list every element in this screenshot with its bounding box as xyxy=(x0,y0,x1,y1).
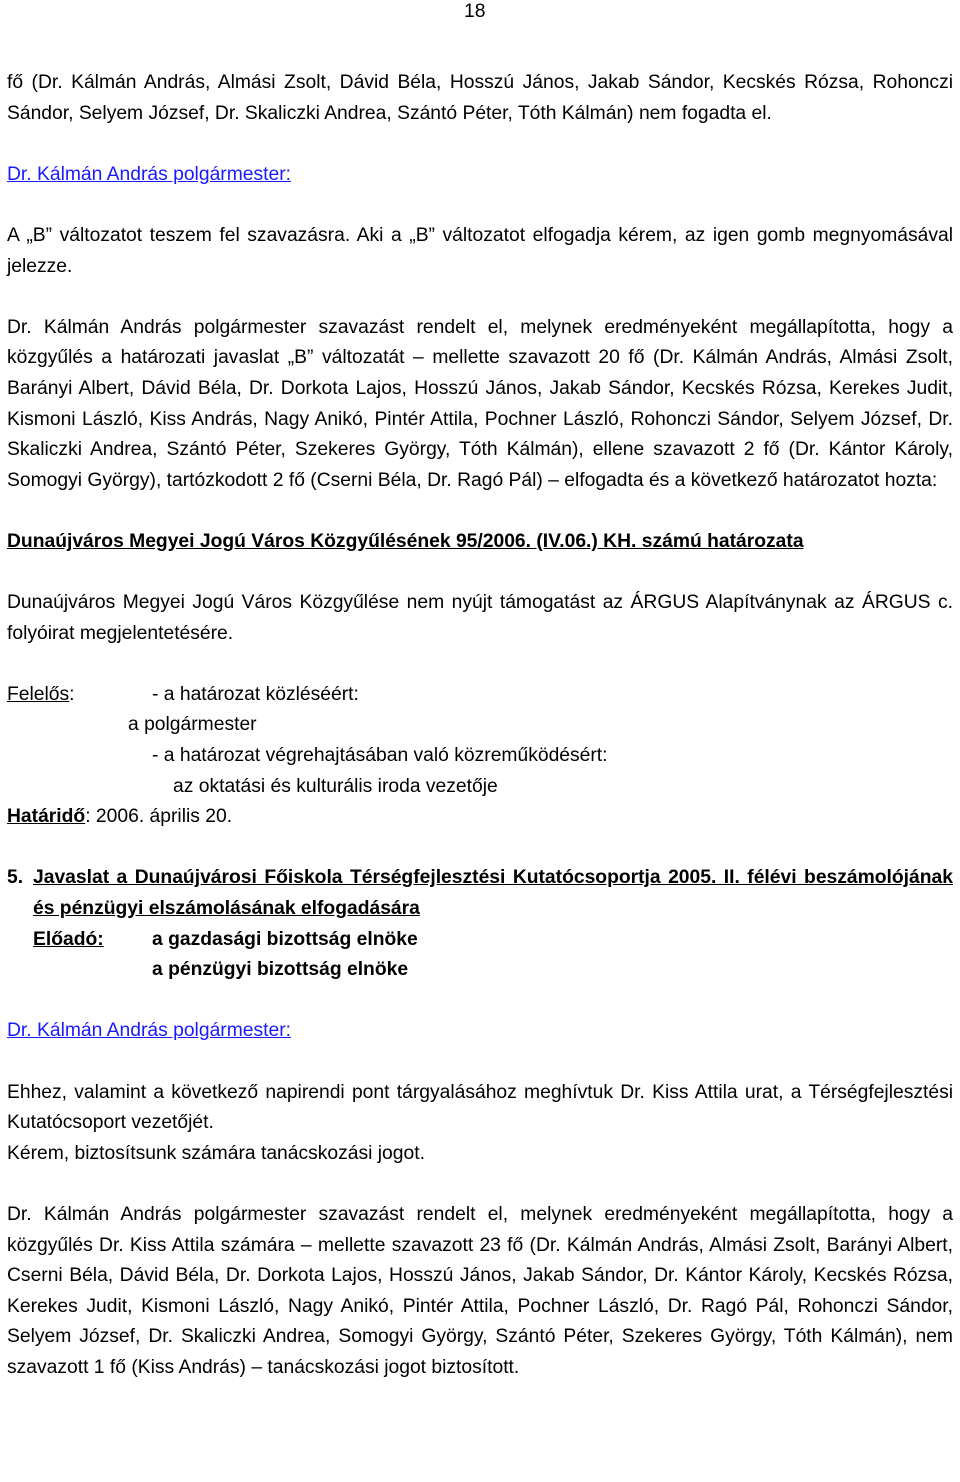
responsible-label: Felelős xyxy=(7,683,70,705)
page-number: 18 xyxy=(464,1,486,22)
presenter-row-1 xyxy=(7,925,953,956)
resolution-body: Dunaújváros Megyei Jogú Város Közgyűlése nem nyújt támogatást az ÁRGUS Alapítványnak az ÁRGUS c. folyóirat megjelentetésére. xyxy=(7,592,953,644)
agenda-title: Javaslat a Dunaújvárosi Főiskola Térségfejlesztési Kutatócsoportja 2005. II. félévi beszámolójának és pénzügyi elszámolásának elfogadására xyxy=(33,867,953,920)
agenda-number: 5. xyxy=(7,867,24,889)
speaker-heading-1[interactable]: Dr. Kálmán András polgármester: xyxy=(7,163,291,185)
responsible-row-4 xyxy=(7,772,953,803)
presenter-1: a gazdasági bizottság elnöke xyxy=(152,928,418,950)
speaker-heading-2[interactable]: Dr. Kálmán András polgármester: xyxy=(7,1020,291,1042)
responsible-1-task: - a határozat közléséért: xyxy=(152,683,359,705)
responsible-2-person: az oktatási és kulturális iroda vezetője xyxy=(173,775,498,797)
responsible-row-3 xyxy=(7,741,953,772)
deadline-row xyxy=(7,802,953,833)
document-body xyxy=(7,68,953,1384)
responsible-row-1 xyxy=(7,680,953,711)
agenda-item xyxy=(7,863,953,924)
responsible-label-group xyxy=(7,680,75,711)
responsible-1-person: a polgármester xyxy=(128,714,257,736)
deadline-value: : 2006. április 20. xyxy=(85,806,233,828)
resolution-title: Dunaújváros Megyei Jogú Város Közgyűlésének 95/2006. (IV.06.) KH. számú határozata xyxy=(7,530,804,552)
presenter-row-2 xyxy=(7,955,953,986)
vote-result-paragraph-3: Dr. Kálmán András polgármester szavazást rendelt el, melynek eredményeként megállapította, hogy a közgyűlés Dr. Kiss Attila számára – mellette szavazott 23 fő (Dr. Kálmán András, Almási Zsolt, Barányi Albert, Cserni Béla, Dávid Béla, Dr. Dorkota Lajos, Hosszú János, Jakab Sándor, Dr. Kántor Károly, Kecskés Rózsa, Kerekes Judit, Kismoni László, Nagy Anikó, Pintér Attila, Pochner László, Dr. Ragó Pál, Rohonczi Sándor, Selyem József, Dr. Skaliczki Andrea, Somogyi György, Szántó Péter, Szekeres György, Tóth Kálmán), nem szavazott 1 fő (Kiss András) – tanácskozási jogot biztosított. xyxy=(7,1203,953,1378)
vote-result-paragraph-1: fő (Dr. Kálmán András, Almási Zsolt, Dávid Béla, Hosszú János, Jakab Sándor, Kecskés Rózsa, Rohonczi Sándor, Selyem József, Dr. Skaliczki Andrea, Szántó Péter, Tóth Kálmán) nem fogadta el. xyxy=(7,72,953,124)
responsible-row-2 xyxy=(7,710,953,741)
vote-result-paragraph-2: Dr. Kálmán András polgármester szavazást rendelt el, melynek eredményeként megállapította, hogy a közgyűlés a határozati javaslat „B” változatát – mellette szavazott 20 fő (Dr. Kálmán András, Almási Zsolt, Barányi Albert, Dávid Béla, Dr. Dorkota Lajos, Hosszú János, Jakab Sándor, Kecskés Rózsa, Kerekes Judit, Kismoni László, Kiss András, Nagy Anikó, Pintér Attila, Pochner László, Rohonczi Sándor, Selyem József, Dr. Skaliczki Andrea, Szántó Péter, Szekeres György, Tóth Kálmán), ellene szavazott 2 fő (Dr. Kántor Károly, Somogyi György), tartózkodott 2 fő (Cserni Béla, Dr. Ragó Pál) – elfogadta és a következő határozatot hozta: xyxy=(7,316,953,491)
presenter-2: a pénzügyi bizottság elnöke xyxy=(152,959,409,981)
request-paragraph: Kérem, biztosítsunk számára tanácskozási jogot. xyxy=(7,1142,425,1164)
motion-paragraph: A „B” változatot teszem fel szavazásra. Aki a „B” változatot elfogadja kérem, az igen gomb megnyomásával jelezze. xyxy=(7,224,953,277)
invitation-paragraph: Ehhez, valamint a következő napirendi pont tárgyalásához meghívtuk Dr. Kiss Attila urat, a Térségfejlesztési Kutatócsoport vezetőjét. xyxy=(7,1081,953,1134)
responsible-colon: : xyxy=(69,683,75,705)
responsible-2-task: - a határozat végrehajtásában való közreműködésért: xyxy=(152,745,608,767)
presenter-label: Előadó: xyxy=(33,928,104,950)
deadline-label: Határidő xyxy=(7,806,86,828)
